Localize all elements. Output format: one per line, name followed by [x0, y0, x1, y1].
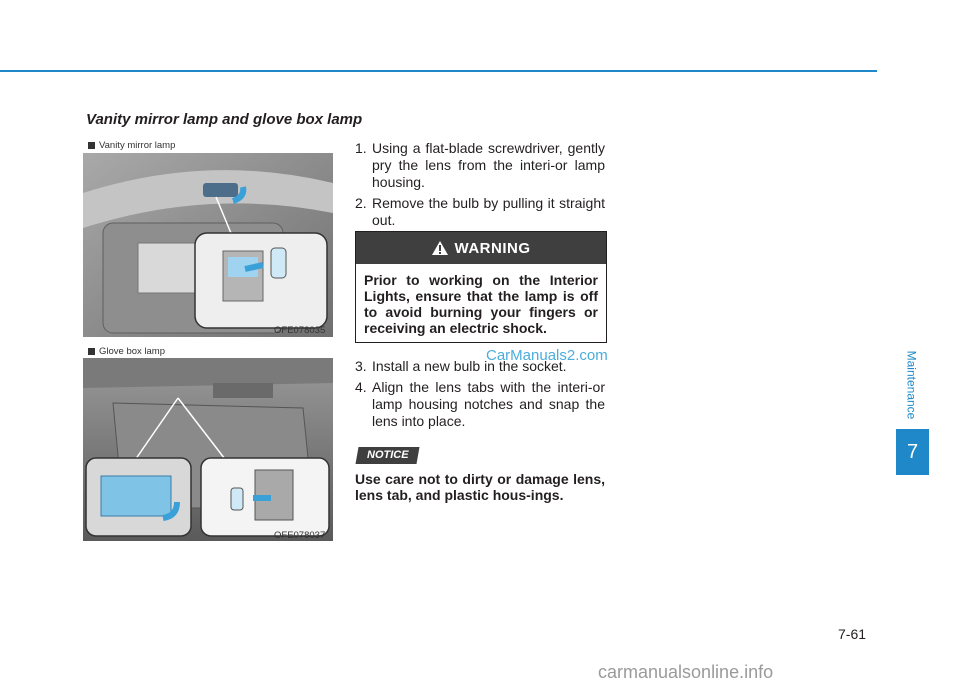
figure-label-text: Glove box lamp — [99, 346, 166, 357]
chapter-label: Maintenance — [904, 350, 918, 420]
step-item: 1. Using a flat-blade screwdriver, gently pry the lens from the interi-or lamp housing. — [355, 140, 605, 190]
figure-label-text: Vanity mirror lamp — [99, 140, 176, 151]
warning-header — [356, 232, 606, 264]
warning-triangle-icon — [432, 241, 448, 255]
square-bullet-icon — [88, 348, 95, 355]
steps-list-b — [355, 358, 605, 434]
page-number: 7-61 — [838, 626, 867, 642]
figure-code-glovebox: OFE078037 — [274, 530, 326, 541]
figure-label-glovebox — [88, 346, 165, 357]
warning-body: Prior to working on the Interior Lights, ensure that the lamp is off to avoid burning your fingers or receiving an electric shock. — [364, 272, 598, 336]
figure-code-vanity: OFE078035 — [274, 325, 326, 336]
vanity-mirror-photo — [83, 153, 333, 337]
watermark: CarManuals2.com — [486, 347, 608, 364]
warning-box — [355, 231, 607, 343]
notice-badge: NOTICE — [356, 447, 420, 464]
figure-label-vanity — [88, 140, 175, 151]
step-item: 4. Align the lens tabs with the interi-or lamp housing notches and snap the lens into place. — [355, 379, 605, 429]
square-bullet-icon — [88, 142, 95, 149]
glove-box-photo — [83, 358, 333, 541]
section-title: Vanity mirror lamp and glove box lamp — [86, 111, 363, 128]
steps-list-a — [355, 140, 605, 233]
warning-title: WARNING — [454, 239, 531, 257]
chapter-tab: 7 — [896, 429, 929, 475]
step-item: 2. Remove the bulb by pulling it straight out. — [355, 195, 605, 228]
header-rule — [0, 70, 877, 72]
step-item: 3. Install a new bulb in the socket. — [355, 358, 567, 374]
notice-text: Use care not to dirty or damage lens, lens tab, and plastic hous-ings. — [355, 471, 605, 503]
footer-watermark: carmanualsonline.info — [598, 662, 774, 682]
